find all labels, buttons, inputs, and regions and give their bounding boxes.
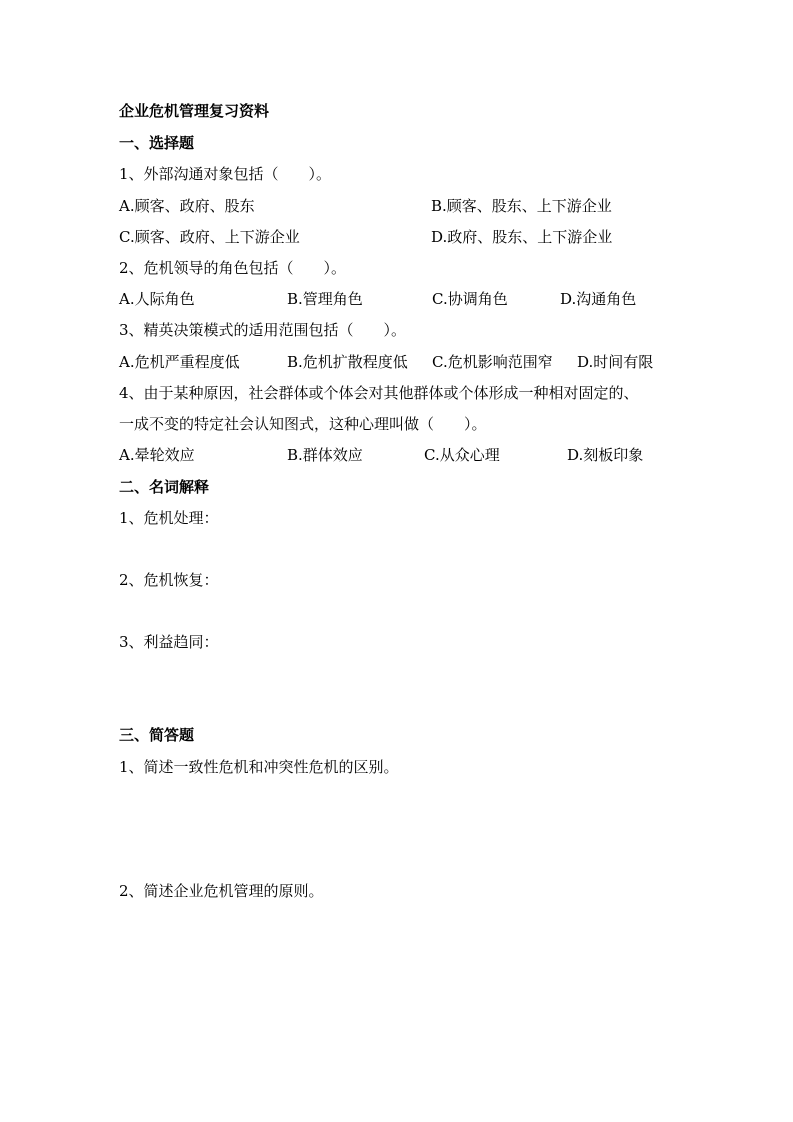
question-3-option-a: A.危机严重程度低: [119, 353, 240, 371]
question-3-stem: 3、精英决策模式的适用范围包括（ ）。: [119, 321, 407, 339]
question-1-option-a: A.顾客、政府、股东: [119, 197, 255, 215]
document-title: 企业危机管理复习资料: [119, 102, 270, 120]
question-1-option-b: B.顾客、股东、上下游企业: [431, 197, 612, 215]
question-4-stem-line1: 4、由于某种原因，社会群体或个体会对其他群体或个体形成一种相对固定的、: [119, 384, 639, 402]
section-heading-choice: 一、选择题: [119, 134, 195, 152]
term-item: 1、危机处理：: [119, 509, 219, 527]
question-4-option-c: C.从众心理: [424, 446, 500, 464]
question-4-option-a: A.晕轮效应: [119, 446, 195, 464]
question-2-stem: 2、危机领导的角色包括（ ）。: [119, 259, 347, 277]
question-4-option-d: D.刻板印象: [567, 446, 644, 464]
section-heading-short-answer: 三、简答题: [119, 726, 195, 744]
question-3-option-b: B.危机扩散程度低: [287, 353, 408, 371]
question-1-option-c: C.顾客、政府、上下游企业: [119, 228, 300, 246]
section-heading-terms: 二、名词解释: [119, 478, 210, 496]
short-answer-item: 2、简述企业危机管理的原则。: [119, 882, 324, 900]
question-4-stem-line2: 一成不变的特定社会认知图式，这种心理叫做（ ）。: [119, 415, 487, 433]
question-1-option-d: D.政府、股东、上下游企业: [431, 228, 613, 246]
question-3-option-d: D.时间有限: [577, 353, 654, 371]
term-item: 3、利益趋同：: [119, 633, 219, 651]
term-item: 2、危机恢复：: [119, 571, 219, 589]
question-2-option-d: D.沟通角色: [560, 290, 637, 308]
question-1-stem: 1、外部沟通对象包括（ ）。: [119, 165, 332, 183]
short-answer-item: 1、简述一致性危机和冲突性危机的区别。: [119, 758, 399, 776]
question-3-option-c: C.危机影响范围窄: [432, 353, 553, 371]
question-2-option-c: C.协调角色: [432, 290, 508, 308]
question-2-option-b: B.管理角色: [287, 290, 363, 308]
question-4-option-b: B.群体效应: [287, 446, 363, 464]
question-2-option-a: A.人际角色: [119, 290, 195, 308]
